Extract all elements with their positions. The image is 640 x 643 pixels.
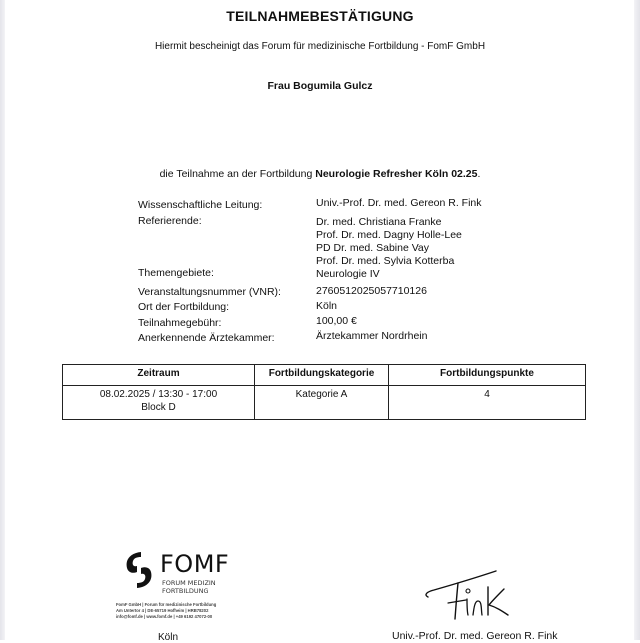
- table-header-row: [63, 365, 586, 386]
- recipient-name: Frau Bogumila Gulcz: [267, 80, 373, 92]
- detail-label: Veranstaltungsnummer (VNR):: [138, 286, 281, 298]
- logo-subtitle-line: FORTBILDUNG: [162, 587, 209, 595]
- detail-value: [316, 216, 462, 268]
- logo-subtitle: [162, 579, 216, 595]
- participation-suffix: .: [477, 168, 481, 180]
- column-header-zeitraum: Zeitraum: [63, 365, 255, 386]
- detail-label: Themengebiete:: [138, 267, 214, 279]
- detail-value-line: Köln: [316, 300, 338, 312]
- address-line: info@fomf.de | www.fomf.de | +49 6192 47072-00: [116, 614, 213, 619]
- detail-value-line: PD Dr. med. Sabine Vay: [316, 242, 430, 254]
- fomf-logo-mark-icon: [124, 550, 154, 590]
- detail-value-line: 2760512025057710126: [316, 285, 427, 297]
- detail-value: [316, 197, 482, 210]
- detail-label: Ort der Fortbildung:: [138, 301, 230, 313]
- detail-value-line: Dr. med. Christiana Franke: [316, 216, 442, 228]
- detail-value-line: 100,00 €: [316, 315, 357, 327]
- detail-value: [316, 285, 427, 298]
- cell-kategorie: Kategorie A: [255, 386, 389, 420]
- page-edge-left: [0, 0, 5, 640]
- page-edge-right: [634, 0, 640, 640]
- detail-value: [316, 315, 357, 328]
- zeitraum-block: Block D: [141, 402, 176, 413]
- detail-value: [316, 268, 380, 281]
- document-subtitle: Hiermit bescheinigt das Forum für medizinische Fortbildung - FomF GmbH: [154, 41, 486, 52]
- detail-label: Wissenschaftliche Leitung:: [138, 199, 263, 211]
- cell-punkte: 4: [389, 386, 586, 420]
- address-line: Am Untertor 4 | DE-65719 Hofheim | HRB78202: [116, 608, 209, 613]
- logo-wordmark: FOMF: [160, 550, 230, 578]
- issue-city: Köln: [158, 632, 179, 643]
- detail-value: [316, 330, 427, 343]
- detail-value-line: Prof. Dr. med. Sylvia Kotterba: [316, 255, 455, 267]
- logo-subtitle-line: FORUM MEDIZIN: [162, 579, 216, 587]
- detail-value-line: Prof. Dr. med. Dagny Holle-Lee: [316, 229, 462, 241]
- participation-statement: [0, 168, 640, 180]
- signer-name: Univ.-Prof. Dr. med. Gereon R. Fink: [392, 630, 558, 642]
- detail-value-line: Ärztekammer Nordrhein: [316, 330, 428, 342]
- zeitraum-date: 08.02.2025 / 13:30 - 17:00: [99, 389, 218, 400]
- column-header-punkte: Fortbildungspunkte: [389, 365, 586, 386]
- signature-icon: [420, 565, 530, 625]
- course-name: Neurologie Refresher Köln 02.25: [315, 168, 478, 180]
- detail-label: Anerkennende Ärztekammer:: [138, 332, 275, 344]
- points-table: [62, 364, 586, 420]
- cell-zeitraum: [63, 386, 255, 420]
- detail-label: Referierende:: [138, 215, 202, 227]
- detail-value: [316, 300, 337, 313]
- detail-label: Teilnahmegebühr:: [138, 317, 222, 329]
- address-line: FomF GmbH | Forum für medizinische Fortbildung: [116, 602, 217, 607]
- participation-prefix: die Teilnahme an der Fortbildung: [159, 168, 316, 180]
- detail-value-line: Neurologie IV: [316, 268, 380, 280]
- company-address: [116, 602, 246, 620]
- column-header-kategorie: Fortbildungskategorie: [255, 365, 389, 386]
- table-row: [63, 386, 586, 420]
- detail-value-line: Univ.-Prof. Dr. med. Gereon R. Fink: [316, 197, 482, 209]
- fomf-logo: [116, 548, 245, 628]
- document-title: TEILNAHMEBESTÄTIGUNG: [226, 8, 414, 24]
